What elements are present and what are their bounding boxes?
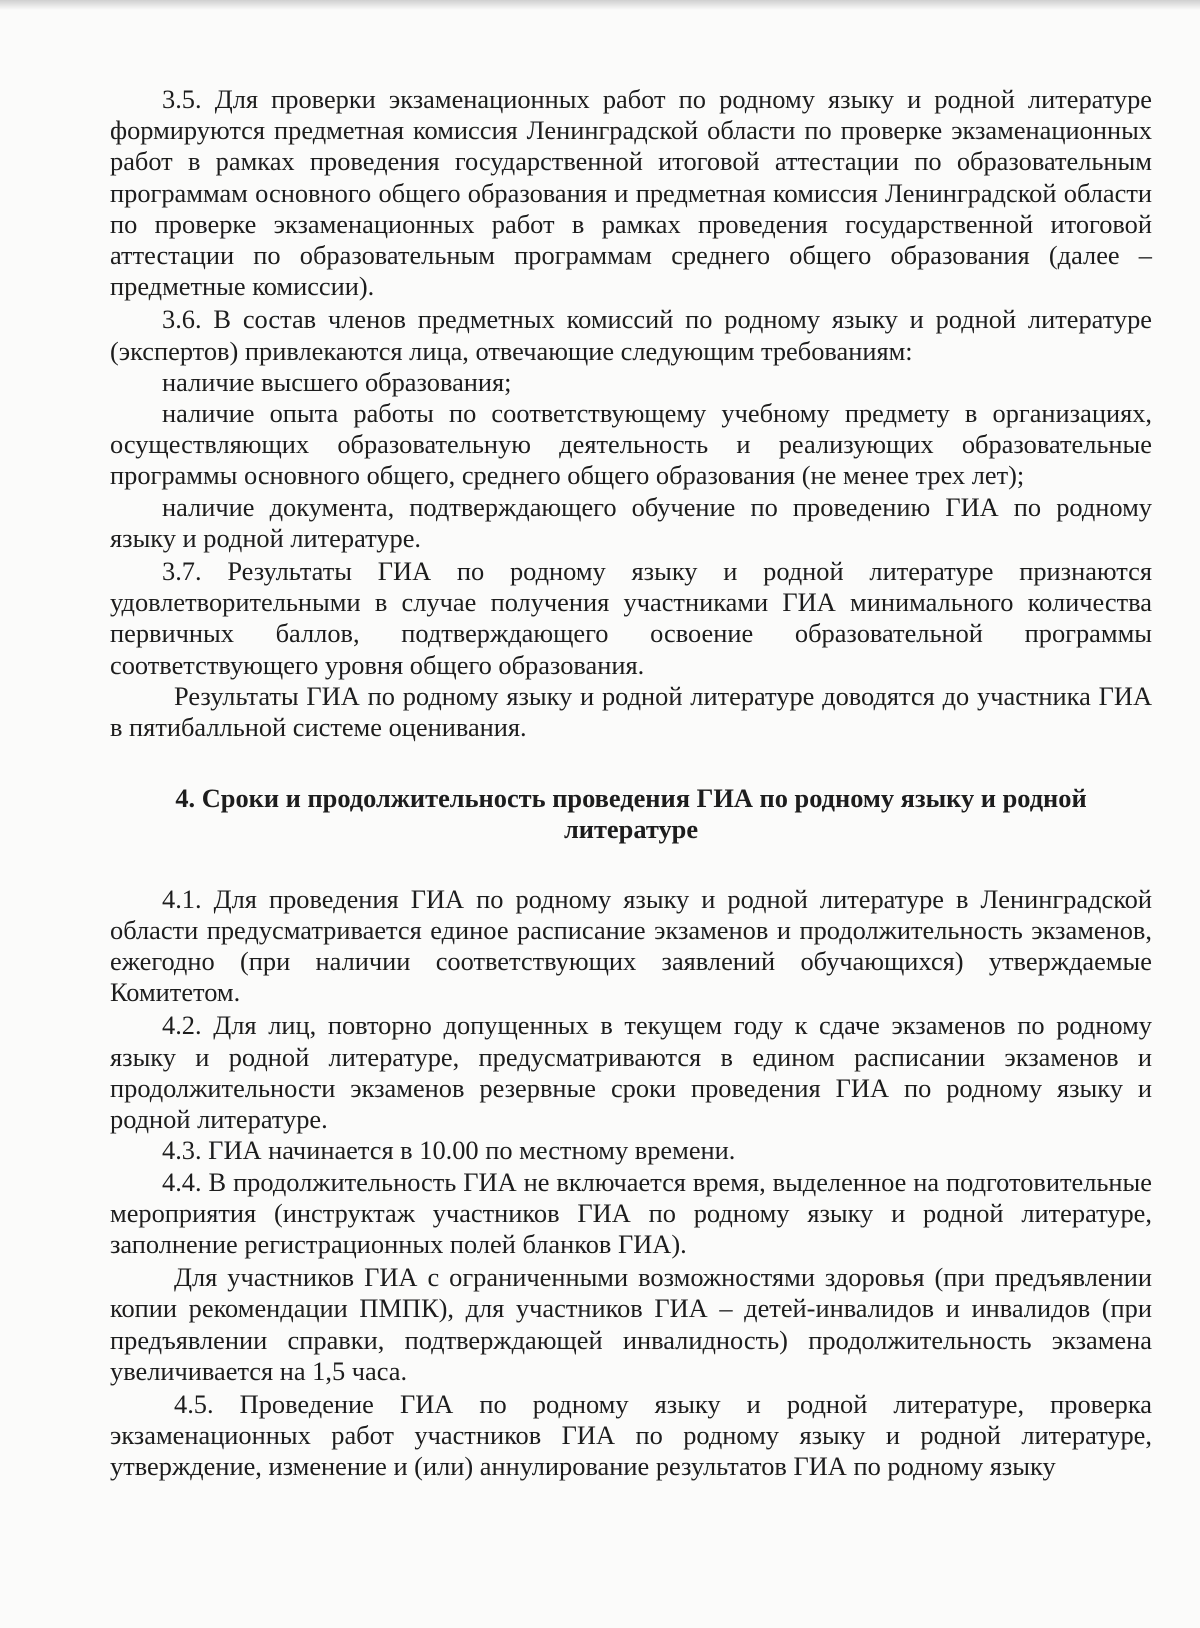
paragraph-disabled-participants: Для участников ГИА с ограниченными возможностями здоровья (при предъявлении копии рекомендации ПМПК), для участников ГИА – детей-инвалидов и инвалидов (при предъявлении справки, подтверждающей инвалидность) продолжительность экзамена увеличивается на 1,5 часа. <box>110 1262 1152 1386</box>
scan-edge-shadow <box>0 0 1200 10</box>
paragraph-4-4: 4.4. В продолжительность ГИА не включается время, выделенное на подготовительные мероприятия (инструктаж участников ГИА по родному языку и родной литературе, заполнение регистрационных полей бланков ГИА). <box>110 1166 1152 1259</box>
paragraph-3-7: 3.7. Результаты ГИА по родному языку и родной литературе признаются удовлетворительными в случае получения участниками ГИА минимального количества первичных баллов, подтверждающего освоение образовательной программы соответствующего уровня общего образования. <box>110 556 1152 680</box>
requirement-work-experience: наличие опыта работы по соответствующему учебному предмету в организациях, осуществляющих образовательную деятельность и реализующих образовательные программы основного общего, среднего общего образования (не менее трех лет); <box>110 398 1152 491</box>
requirement-higher-education: наличие высшего образования; <box>162 366 512 397</box>
paragraph-4-5: 4.5. Проведение ГИА по родному языку и родной литературе, проверка экзаменационных работ участников ГИА по родному языку и родной литературе, утверждение, изменение и (или) аннулирование результатов ГИА по родному языку <box>110 1388 1152 1482</box>
paragraph-results-grading: Результаты ГИА по родному языку и родной литературе доводятся до участника ГИА в пятибалльной системе оценивания. <box>110 680 1152 743</box>
paragraph-3-6: 3.6. В состав членов предметных комиссий по родному языку и родной литературе (экспертов) привлекаются лица, отвечающие следующим требованиям: <box>110 304 1152 366</box>
section-4-heading-line-1: 4. Сроки и продолжительность проведения ГИА по родному языку и родной <box>175 783 1087 814</box>
requirement-training-document: наличие документа, подтверждающего обучение по проведению ГИА по родному языку и родной литературе. <box>110 491 1152 553</box>
section-4-heading-line-2: литературе <box>563 814 699 845</box>
section-4-heading <box>110 783 1152 845</box>
paragraph-4-1: 4.1. Для проведения ГИА по родному языку и родной литературе в Ленинградской области предусматривается единое расписание экзаменов и продолжительность экзаменов, ежегодно (при наличии соответствующих заявлений обучающихся) утверждаемые Комитетом. <box>110 883 1152 1008</box>
paragraph-3-5: 3.5. Для проверки экзаменационных работ по родному языку и родной литературе формируются предметная комиссия Ленинградской области по проверке экзаменационных работ в рамках проведения государственной итоговой аттестации по образовательным программам основного общего образования и предметная комиссия Ленинградской области по проверке экзаменационных работ в рамках проведения государственной итоговой аттестации по образовательным программам среднего общего образования (далее – предметные комиссии). <box>110 84 1152 302</box>
paragraph-4-3: 4.3. ГИА начинается в 10.00 по местному времени. <box>162 1135 736 1166</box>
paragraph-4-2: 4.2. Для лиц, повторно допущенных в текущем году к сдаче экзаменов по родному языку и родной литературе, предусматриваются в едином расписании экзаменов и продолжительности экзаменов резервные сроки проведения ГИА по родному языку и родной литературе. <box>110 1010 1152 1135</box>
